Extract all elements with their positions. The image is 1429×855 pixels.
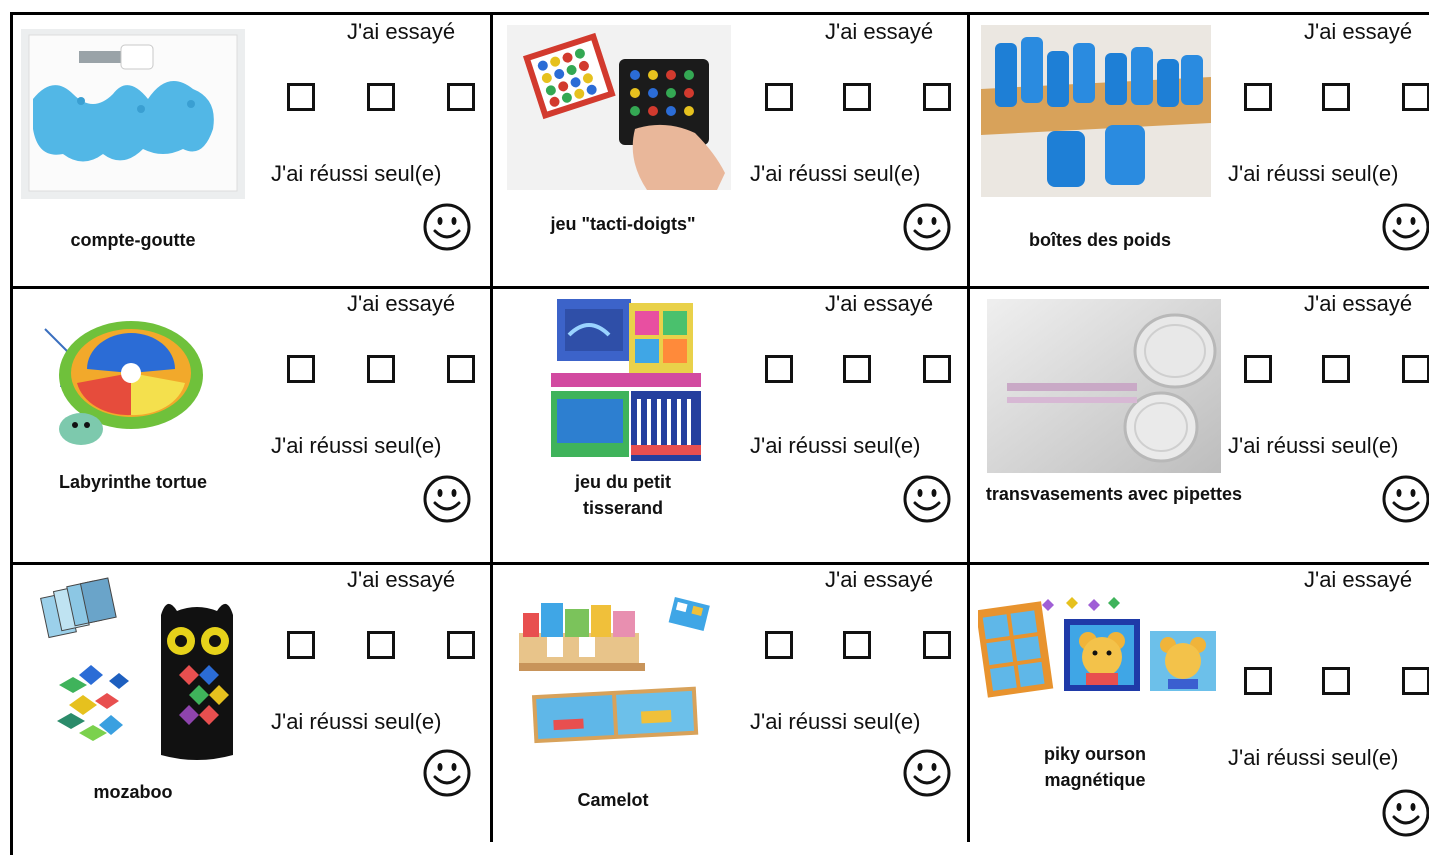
weaving-game-photo — [551, 295, 701, 463]
succeeded-label: J'ai réussi seul(e) — [271, 709, 442, 734]
smiley-icon[interactable] — [421, 473, 473, 525]
checkbox[interactable] — [287, 83, 315, 111]
checkbox[interactable] — [287, 631, 315, 659]
activity-name: compte-goutte — [70, 230, 196, 250]
tried-label: J'ai essayé — [1304, 291, 1413, 316]
smiley-icon[interactable] — [901, 473, 953, 525]
smiley-icon[interactable] — [1380, 787, 1429, 839]
dropper-tray-photo — [21, 29, 245, 199]
turtle-maze-photo — [37, 311, 217, 451]
tried-label: J'ai essayé — [347, 19, 456, 44]
tried-label: J'ai essayé — [825, 291, 934, 316]
activity-name: transvasements avec pipettes — [985, 484, 1243, 504]
tried-label: J'ai essayé — [1304, 19, 1413, 44]
smiley-icon[interactable] — [421, 201, 473, 253]
succeeded-label: J'ai réussi seul(e) — [750, 161, 921, 186]
smiley-icon[interactable] — [1380, 473, 1429, 525]
checkbox[interactable] — [1322, 355, 1350, 383]
activity-card — [493, 15, 967, 286]
activity-name: Camelot — [577, 790, 649, 810]
tacti-doigts-game-photo — [507, 25, 731, 190]
checkbox[interactable] — [1402, 667, 1429, 695]
tried-label: J'ai essayé — [347, 291, 456, 316]
activity-card — [970, 15, 1429, 286]
checkbox[interactable] — [447, 355, 475, 383]
activity-name: piky ourson magnétique — [1043, 744, 1146, 790]
succeeded-label: J'ai réussi seul(e) — [271, 161, 442, 186]
activity-card — [970, 289, 1429, 562]
checkbox[interactable] — [923, 355, 951, 383]
checkbox[interactable] — [843, 83, 871, 111]
tried-label: J'ai essayé — [347, 567, 456, 592]
checkbox[interactable] — [1244, 667, 1272, 695]
smiley-icon[interactable] — [421, 747, 473, 799]
checkbox[interactable] — [843, 631, 871, 659]
owl-mosaic-photo — [39, 575, 239, 765]
checkbox[interactable] — [1322, 667, 1350, 695]
checkbox[interactable] — [287, 355, 315, 383]
checkbox[interactable] — [367, 631, 395, 659]
activity-card — [493, 289, 967, 562]
checkbox[interactable] — [367, 83, 395, 111]
succeeded-label: J'ai réussi seul(e) — [750, 433, 921, 458]
checkbox[interactable] — [1402, 83, 1429, 111]
checkbox[interactable] — [765, 83, 793, 111]
tried-label: J'ai essayé — [1304, 567, 1413, 592]
tried-label: J'ai essayé — [825, 19, 934, 44]
smiley-icon[interactable] — [1380, 201, 1429, 253]
succeeded-label: J'ai réussi seul(e) — [1228, 745, 1399, 770]
checkbox[interactable] — [765, 631, 793, 659]
smiley-icon[interactable] — [901, 201, 953, 253]
magnetic-bear-photo — [978, 593, 1224, 701]
checkbox[interactable] — [1402, 355, 1429, 383]
activity-name: Labyrinthe tortue — [58, 472, 207, 492]
activity-name: jeu du petit tisserand — [575, 472, 671, 518]
activity-name: mozaboo — [93, 782, 173, 802]
checkbox[interactable] — [765, 355, 793, 383]
tried-label: J'ai essayé — [825, 567, 934, 592]
succeeded-label: J'ai réussi seul(e) — [1228, 433, 1399, 458]
smiley-icon[interactable] — [901, 747, 953, 799]
activity-card — [13, 15, 490, 286]
checkbox[interactable] — [447, 83, 475, 111]
checkbox[interactable] — [367, 355, 395, 383]
checkbox[interactable] — [1244, 355, 1272, 383]
activity-name: jeu "tacti-doigts" — [550, 214, 696, 234]
checkbox[interactable] — [923, 83, 951, 111]
succeeded-label: J'ai réussi seul(e) — [1228, 161, 1399, 186]
activity-card — [13, 289, 490, 562]
succeeded-label: J'ai réussi seul(e) — [750, 709, 921, 734]
checkbox[interactable] — [1322, 83, 1350, 111]
activity-card — [970, 565, 1429, 842]
checkbox[interactable] — [843, 355, 871, 383]
activity-name: boîtes des poids — [1028, 230, 1172, 250]
weight-cylinders-photo — [981, 25, 1211, 197]
checkbox[interactable] — [1244, 83, 1272, 111]
succeeded-label: J'ai réussi seul(e) — [271, 433, 442, 458]
checkbox[interactable] — [923, 631, 951, 659]
checkbox[interactable] — [447, 631, 475, 659]
activity-card — [493, 565, 967, 842]
pipette-glasses-photo — [987, 299, 1221, 473]
camelot-puzzle-photo — [513, 593, 713, 753]
activity-card — [13, 565, 490, 842]
